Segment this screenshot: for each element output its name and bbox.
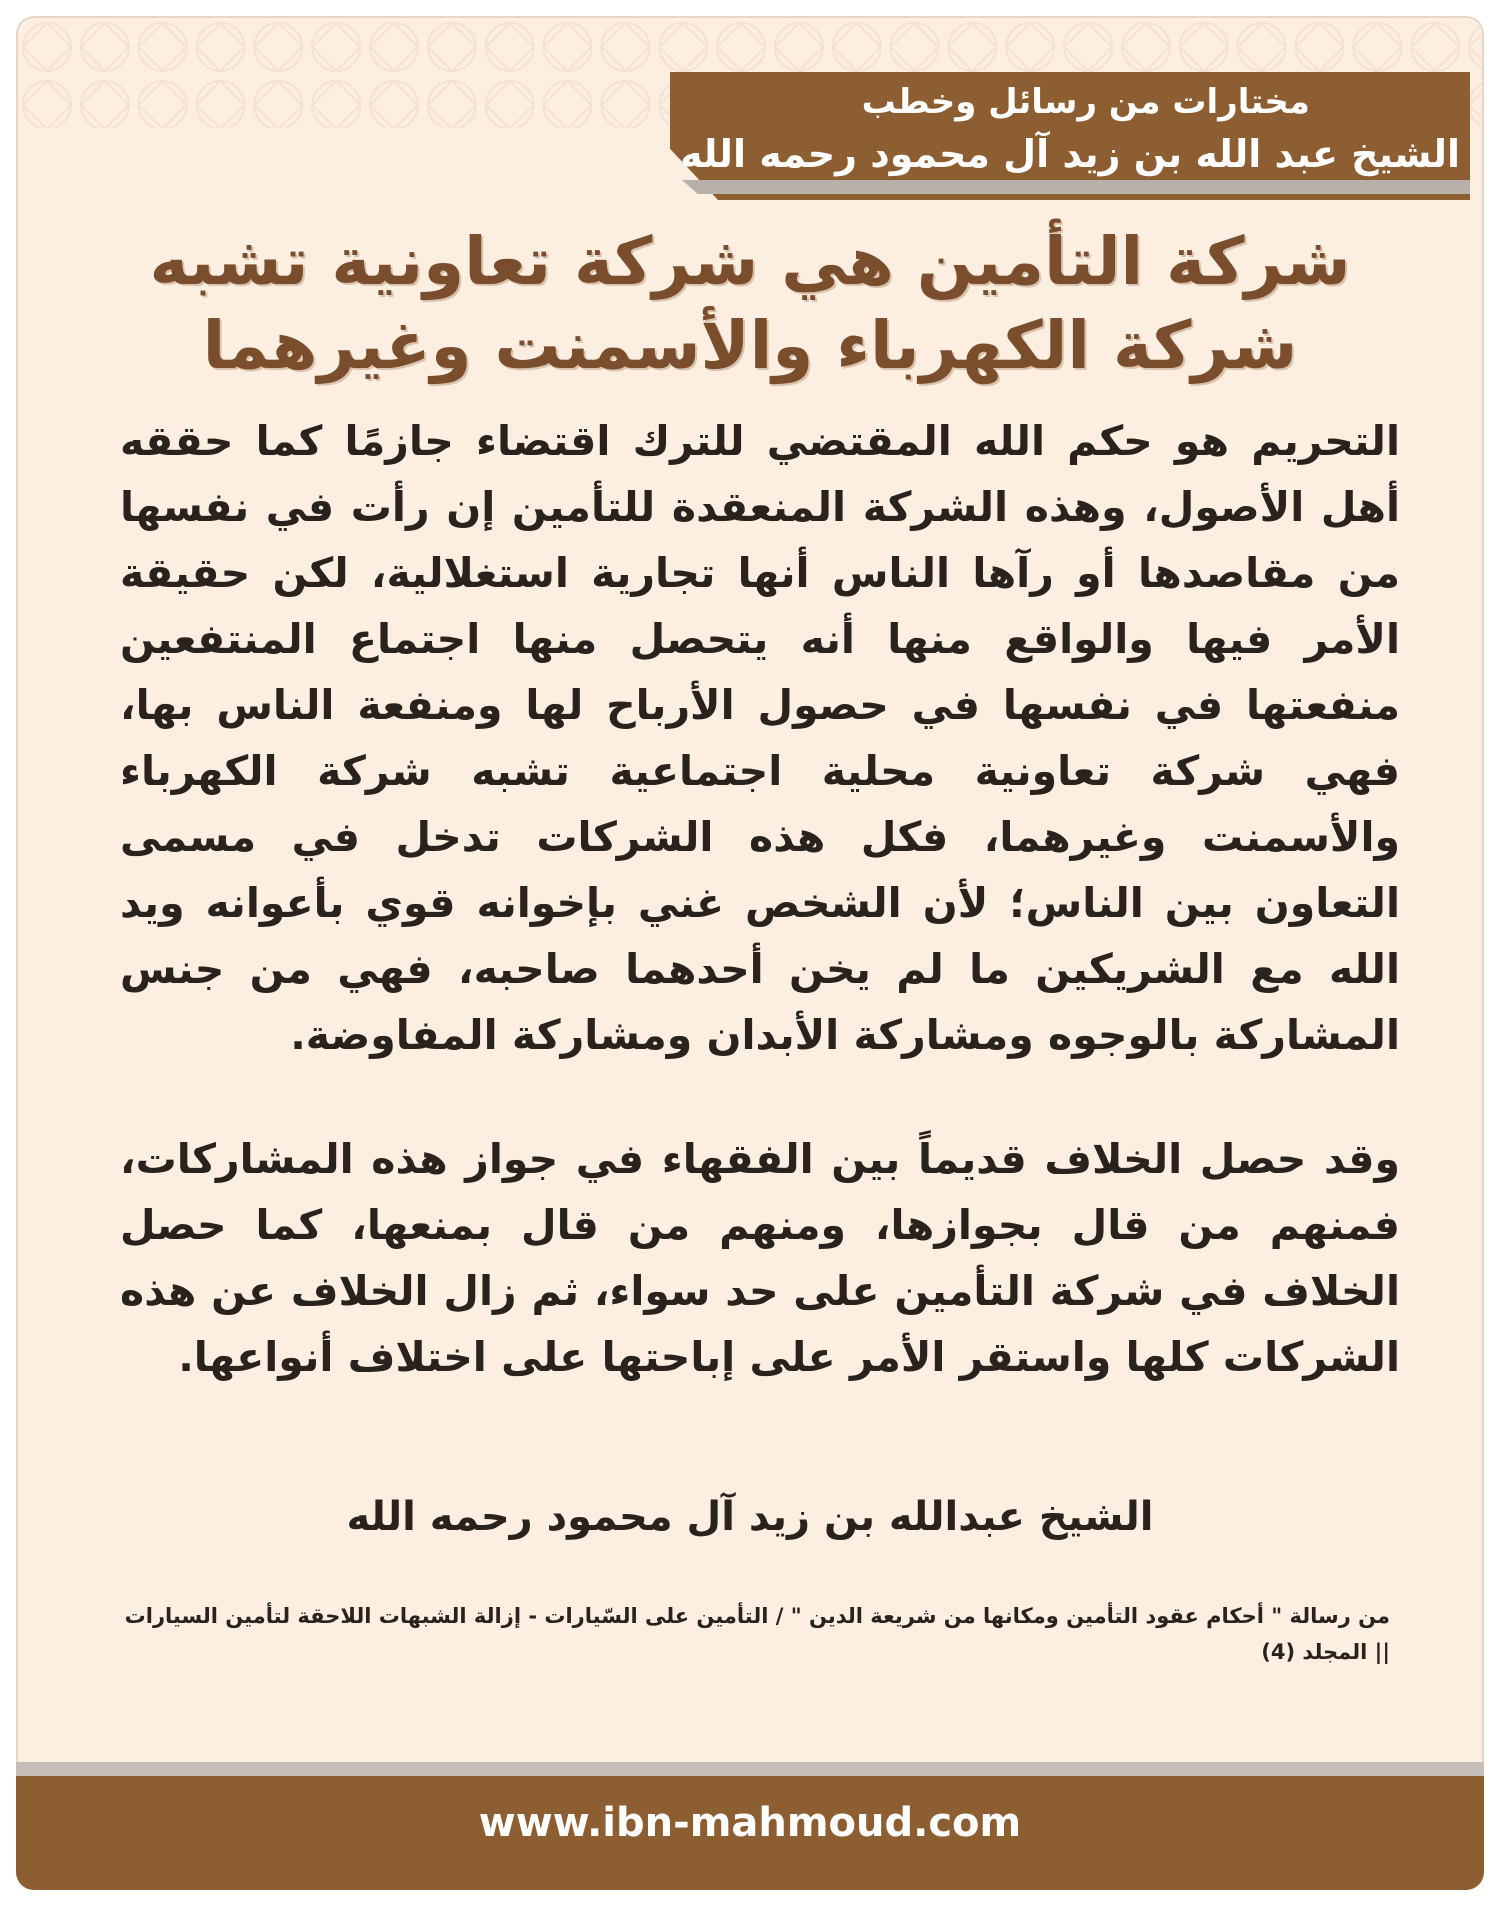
title-line-2: شركة الكهرباء والأسمنت وغيرهما xyxy=(202,307,1298,384)
header-banner-shadow xyxy=(682,180,1470,194)
article-body xyxy=(120,408,1400,1390)
paragraph-1: التحريم هو حكم الله المقتضي للترك اقتضاء جازمًا كما حققه أهل الأصول، وهذه الشركة المنعقدة للتأمين إن رأت في نفسها من مقاصدها أو رآها الناس أنها تجارية استغلالية، لكن حقيقة الأمر فيها والواقع منها أنه يتحصل منها اجتماع المنتفعين منفعتها في نفسها في حصول الأرباح لها ومنفعة الناس بها، فهي شركة تعاونية محلية اجتماعية تشبه شركة الكهرباء والأسمنت وغيرهما، فكل هذه الشركات تدخل في مسمى التعاون بين الناس؛ لأن الشخص غني بإخوانه قوي بأعوانه ويد الله مع الشريكين ما لم يخن أحدهما صاحبه، فهي من جنس المشاركة بالوجوه ومشاركة الأبدان ومشاركة المفاوضة. xyxy=(120,417,1400,1059)
header-line-1: مختارات من رسائل وخطب xyxy=(861,82,1310,122)
paragraph-2: وقد حصل الخلاف قديماً بين الفقهاء في جواز هذه المشاركات، فمنهم من قال بجوازها، ومنهم من قال بمنعها، كما حصل الخلاف في شركة التأمين على حد سواء، ثم زال الخلاف عن هذه الشركات كلها واستقر الأمر على إباحتها على اختلاف أنواعها. xyxy=(120,1135,1400,1381)
title-line-1: شركة التأمين هي شركة تعاونية تشبه xyxy=(149,223,1351,300)
source-citation xyxy=(110,1598,1390,1670)
header-line-2: الشيخ عبد الله بن زيد آل محمود رحمه الله xyxy=(680,132,1460,176)
signature: الشيخ عبدالله بن زيد آل محمود رحمه الله xyxy=(346,1494,1154,1540)
footer-separator xyxy=(16,1762,1484,1776)
source-line-2: || المجلد (4) xyxy=(1261,1640,1390,1664)
source-line-1: من رسالة " أحكام عقود التأمين ومكانها من شريعة الدين " / التأمين على السّيارات - إزالة الشبهات اللاحقة لتأمين السيارات xyxy=(124,1604,1390,1628)
website-link[interactable]: www.ibn-mahmoud.com xyxy=(478,1800,1022,1846)
article-title xyxy=(120,220,1380,388)
